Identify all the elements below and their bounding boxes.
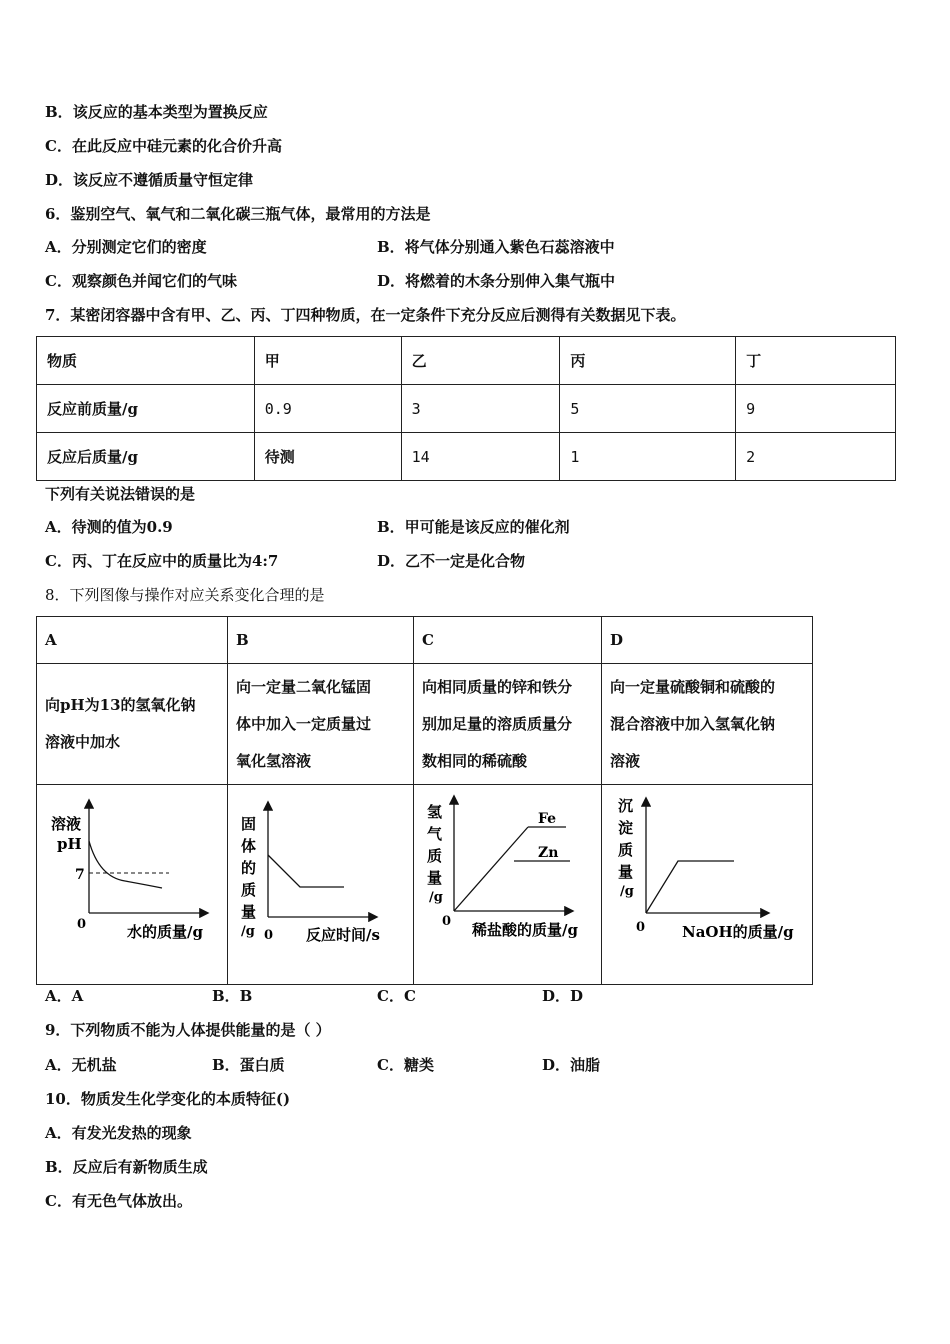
graph-c-cell xyxy=(414,785,602,985)
table-cell: 待测 xyxy=(254,433,401,481)
q10-option-a: A．有发光发热的现象 xyxy=(45,1124,192,1142)
table-cell: 9 xyxy=(736,385,896,433)
desc-line: 向一定量硫酸铜和硫酸的 xyxy=(610,677,776,696)
q10-option-b: B．反应后有新物质生成 xyxy=(45,1158,208,1176)
table-cell: 丁 xyxy=(736,337,896,385)
y-label: 氢 xyxy=(427,803,443,821)
q7-data-table xyxy=(36,336,896,481)
y-label: 质 xyxy=(427,847,443,865)
q9-option-b: B．蛋白质 xyxy=(212,1056,285,1074)
y-label-2: pH xyxy=(57,835,82,853)
desc-line: 别加足量的溶质质量分 xyxy=(422,714,573,733)
table-cell: 0.9 xyxy=(254,385,401,433)
q6-option-a: A．分别测定它们的密度 xyxy=(45,238,207,256)
y-label: 质 xyxy=(618,841,634,859)
table-cell: B xyxy=(228,617,414,664)
origin-label: 0 xyxy=(264,928,274,943)
x-label: NaOH的质量/g xyxy=(682,923,794,941)
table-row xyxy=(37,433,896,481)
q8-option-d: D．D xyxy=(542,987,584,1005)
table-cell xyxy=(228,664,414,785)
ph-curve xyxy=(89,841,162,888)
origin-label: 0 xyxy=(442,914,452,929)
origin-label: 0 xyxy=(77,917,87,932)
table-header-row xyxy=(37,337,896,385)
x-label: 水的质量/g xyxy=(127,923,203,941)
graph-b-cell xyxy=(228,785,414,985)
table-header-row xyxy=(37,617,813,664)
fe-zn-rise-line xyxy=(454,827,528,911)
zn-label: Zn xyxy=(538,845,559,861)
q7-option-d: D．乙不一定是化合物 xyxy=(377,552,526,570)
graph-d-cell xyxy=(602,785,813,985)
y-label: 气 xyxy=(427,825,443,843)
table-row xyxy=(37,785,813,985)
y-label-1: 溶液 xyxy=(51,815,82,833)
desc-line: 混合溶液中加入氢氧化钠 xyxy=(610,714,776,733)
x-label: 反应时间/s xyxy=(306,926,380,944)
q7-option-a: A．待测的值为0.9 xyxy=(45,518,173,536)
y-unit: /g xyxy=(241,924,255,939)
q8-option-b: B．B xyxy=(212,987,253,1005)
q10-stem: 10．物质发生化学变化的本质特征() xyxy=(45,1090,291,1108)
q9-stem: 9．下列物质不能为人体提供能量的是（ ） xyxy=(45,1021,331,1039)
table-cell: 丙 xyxy=(560,337,736,385)
table-row xyxy=(37,385,896,433)
y-label: 量 xyxy=(427,869,443,887)
table-cell xyxy=(37,664,228,785)
q6-stem: 6．鉴别空气、氧气和二氧化碳三瓶气体，最常用的方法是 xyxy=(45,205,431,223)
graph-a xyxy=(37,785,227,980)
table-cell: 14 xyxy=(401,433,560,481)
q5-option-c: C．在此反应中硅元素的化合价升高 xyxy=(45,137,282,155)
table-cell xyxy=(414,664,602,785)
q7-sub-stem: 下列有关说法错误的是 xyxy=(45,485,196,503)
y-unit: /g xyxy=(429,890,443,905)
q8-stem: 8．下列图像与操作对应关系变化合理的是 xyxy=(45,586,325,604)
table-cell: 反应后质量/g xyxy=(37,433,255,481)
y-label: 固 xyxy=(241,815,257,833)
y-label: 量 xyxy=(618,863,634,881)
y-label: 体 xyxy=(241,837,257,855)
y-label: 量 xyxy=(241,903,257,921)
mno2-line xyxy=(268,855,344,887)
q8-option-a: A．A xyxy=(45,987,84,1005)
q8-option-c: C．C xyxy=(377,987,416,1005)
q6-option-d: D．将燃着的木条分别伸入集气瓶中 xyxy=(377,272,616,290)
q6-option-c: C．观察颜色并闻它们的气味 xyxy=(45,272,237,290)
table-cell: C xyxy=(414,617,602,664)
q8-graph-table xyxy=(36,616,813,985)
desc-line: 氧化氢溶液 xyxy=(236,751,312,770)
desc-line: 体中加入一定质量过 xyxy=(236,714,372,733)
desc-line: 溶液 xyxy=(610,751,641,770)
q6-option-b: B．将气体分别通入紫色石蕊溶液中 xyxy=(377,238,615,256)
table-cell: A xyxy=(37,617,228,664)
table-cell: 乙 xyxy=(401,337,560,385)
table-cell: 反应前质量/g xyxy=(37,385,255,433)
graph-c xyxy=(414,785,601,980)
q7-option-b: B．甲可能是该反应的催化剂 xyxy=(377,518,570,536)
desc-line: 向pH为13的氢氧化钠 xyxy=(45,696,196,714)
desc-line: 向一定量二氧化锰固 xyxy=(236,677,372,696)
fe-label: Fe xyxy=(538,811,557,827)
table-cell: 2 xyxy=(736,433,896,481)
y-label: 质 xyxy=(241,881,257,899)
table-cell: 5 xyxy=(560,385,736,433)
q9-option-a: A．无机盐 xyxy=(45,1056,117,1074)
y-unit: /g xyxy=(620,884,634,899)
table-cell xyxy=(602,664,813,785)
q7-option-c: C．丙、丁在反应中的质量比为4:7 xyxy=(45,552,279,570)
ph-7-label: 7 xyxy=(75,867,85,883)
y-label: 沉 xyxy=(618,797,634,815)
origin-label: 0 xyxy=(636,920,646,935)
graph-a-cell xyxy=(37,785,228,985)
table-cell: D xyxy=(602,617,813,664)
q9-option-c: C．糖类 xyxy=(377,1056,434,1074)
q9-option-d: D．油脂 xyxy=(542,1056,601,1074)
graph-b xyxy=(228,785,413,980)
table-cell: 甲 xyxy=(254,337,401,385)
graph-d xyxy=(602,785,812,980)
desc-line: 溶液中加水 xyxy=(45,733,121,751)
precipitate-line xyxy=(646,861,734,913)
q5-option-b: B．该反应的基本类型为置换反应 xyxy=(45,103,268,121)
table-cell: 3 xyxy=(401,385,560,433)
table-cell: 物质 xyxy=(37,337,255,385)
q7-stem: 7．某密闭容器中含有甲、乙、丙、丁四种物质，在一定条件下充分反应后测得有关数据见下表。 xyxy=(45,306,686,324)
table-cell: 1 xyxy=(560,433,736,481)
desc-line: 数相同的稀硫酸 xyxy=(422,751,528,770)
q5-option-d: D．该反应不遵循质量守恒定律 xyxy=(45,171,254,189)
y-label: 淀 xyxy=(618,819,634,837)
x-label: 稀盐酸的质量/g xyxy=(472,921,578,939)
q10-option-c: C．有无色气体放出。 xyxy=(45,1192,192,1210)
desc-line: 向相同质量的锌和铁分 xyxy=(422,677,573,696)
y-label: 的 xyxy=(241,859,257,877)
table-row xyxy=(37,664,813,785)
